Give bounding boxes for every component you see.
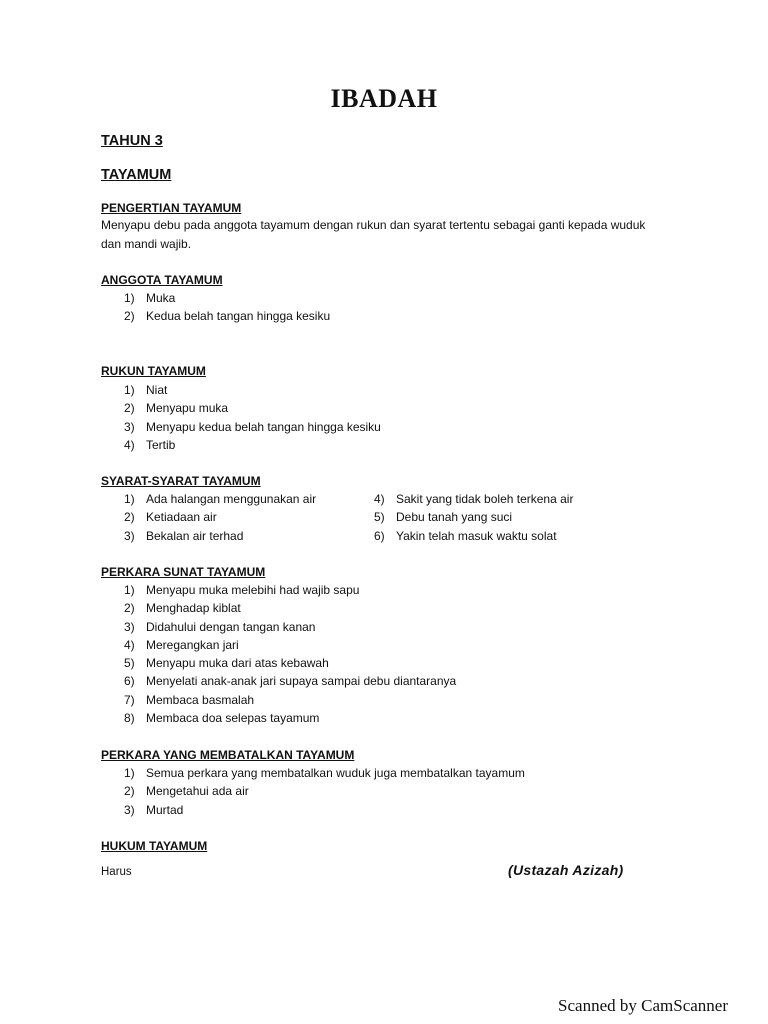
rukun-heading: RUKUN TAYAMUM xyxy=(101,364,206,378)
item-number: 1) xyxy=(124,383,135,397)
list-item xyxy=(124,289,330,307)
pengertian-text: Menyapu debu pada anggota tayamum dengan rukun dan syarat tertentu sebagai ganti kepada wuduk dan mandi wajib. xyxy=(101,218,646,251)
scanner-watermark: Scanned by CamScanner xyxy=(558,996,728,1015)
item-number: 1) xyxy=(124,492,135,506)
list-item xyxy=(124,618,456,636)
list-item xyxy=(124,801,525,819)
topic-heading: TAYAMUM xyxy=(101,167,172,183)
list-item xyxy=(124,581,456,599)
item-number: 3) xyxy=(124,802,135,817)
item-number: 2) xyxy=(124,601,135,616)
item-text: Menyapu kedua belah tangan hingga kesiku xyxy=(146,419,381,434)
list-item xyxy=(124,307,330,325)
year-heading: TAHUN 3 xyxy=(101,133,163,149)
list-item xyxy=(124,399,381,417)
item-number: 2) xyxy=(124,784,135,799)
item-text: Bekalan air terhad xyxy=(146,528,244,543)
item-text: Yakin telah masuk waktu solat xyxy=(396,528,557,543)
item-text: Tertib xyxy=(146,437,176,452)
item-text: Ada halangan menggunakan air xyxy=(146,492,317,506)
list-item xyxy=(374,508,573,526)
list-item xyxy=(374,490,573,508)
item-number: 4) xyxy=(124,437,135,452)
list-item xyxy=(124,381,381,399)
item-text: Niat xyxy=(146,383,168,397)
item-text: Muka xyxy=(146,291,176,305)
item-text: Menghadap kiblat xyxy=(146,601,241,616)
item-number: 6) xyxy=(374,528,385,543)
item-number: 4) xyxy=(124,637,135,652)
list-item xyxy=(124,672,456,690)
item-number: 7) xyxy=(124,692,135,707)
syarat-list-col2 xyxy=(374,490,573,545)
item-text: Kedua belah tangan hingga kesiku xyxy=(146,309,331,324)
document-title: IBADAH xyxy=(330,84,438,113)
list-item xyxy=(124,654,456,672)
list-item xyxy=(124,527,316,545)
item-number: 8) xyxy=(124,711,135,726)
list-item xyxy=(124,508,316,526)
item-number: 1) xyxy=(124,291,135,305)
item-number: 3) xyxy=(124,419,135,434)
sunat-list xyxy=(124,581,456,727)
pengertian-heading: PENGERTIAN TAYAMUM xyxy=(101,201,242,215)
author-signature: (Ustazah Azizah) xyxy=(508,862,624,878)
rukun-list xyxy=(124,381,381,454)
list-item xyxy=(124,764,525,782)
syarat-heading: SYARAT-SYARAT TAYAMUM xyxy=(101,474,261,488)
item-text: Semua perkara yang membatalkan wuduk juga membatalkan tayamum xyxy=(146,766,525,780)
item-number: 4) xyxy=(374,492,385,506)
item-number: 6) xyxy=(124,674,135,689)
item-number: 3) xyxy=(124,528,135,543)
sunat-heading: PERKARA SUNAT TAYAMUM xyxy=(101,565,266,579)
list-item xyxy=(374,527,573,545)
item-text: Menyelati anak-anak jari supaya sampai debu diantaranya xyxy=(146,674,457,689)
list-item xyxy=(124,436,381,454)
item-number: 2) xyxy=(124,401,135,416)
item-text: Meregangkan jari xyxy=(146,637,239,652)
membatalkan-heading: PERKARA YANG MEMBATALKAN TAYAMUM xyxy=(101,748,355,762)
hukum-value: Harus xyxy=(101,866,132,878)
item-number: 5) xyxy=(124,656,135,671)
hukum-heading: HUKUM TAYAMUM xyxy=(101,839,208,853)
item-text: Ketiadaan air xyxy=(146,510,217,525)
item-number: 2) xyxy=(124,510,135,525)
list-item xyxy=(124,709,456,727)
anggota-list xyxy=(124,289,330,326)
list-item xyxy=(124,418,381,436)
item-number: 1) xyxy=(124,583,135,597)
item-number: 2) xyxy=(124,309,135,324)
anggota-heading: ANGGOTA TAYAMUM xyxy=(101,273,223,287)
list-item xyxy=(124,490,316,508)
item-text: Mengetahui ada air xyxy=(146,784,249,799)
item-text: Debu tanah yang suci xyxy=(396,510,513,525)
item-number: 5) xyxy=(374,510,385,525)
membatalkan-list xyxy=(124,764,525,819)
item-text: Membaca doa selepas tayamum xyxy=(146,711,320,726)
list-item xyxy=(124,782,525,800)
list-item xyxy=(124,636,456,654)
item-number: 3) xyxy=(124,619,135,634)
syarat-list-col1 xyxy=(124,490,316,545)
list-item xyxy=(124,599,456,617)
item-text: Didahului dengan tangan kanan xyxy=(146,619,316,634)
item-text: Membaca basmalah xyxy=(146,692,255,707)
list-item xyxy=(124,691,456,709)
item-text: Menyapu muka dari atas kebawah xyxy=(146,656,329,671)
item-text: Sakit yang tidak boleh terkena air xyxy=(396,492,574,506)
item-text: Menyapu muka melebihi had wajib sapu xyxy=(146,583,360,597)
item-number: 1) xyxy=(124,766,135,780)
item-text: Menyapu muka xyxy=(146,401,229,416)
item-text: Murtad xyxy=(146,802,184,817)
